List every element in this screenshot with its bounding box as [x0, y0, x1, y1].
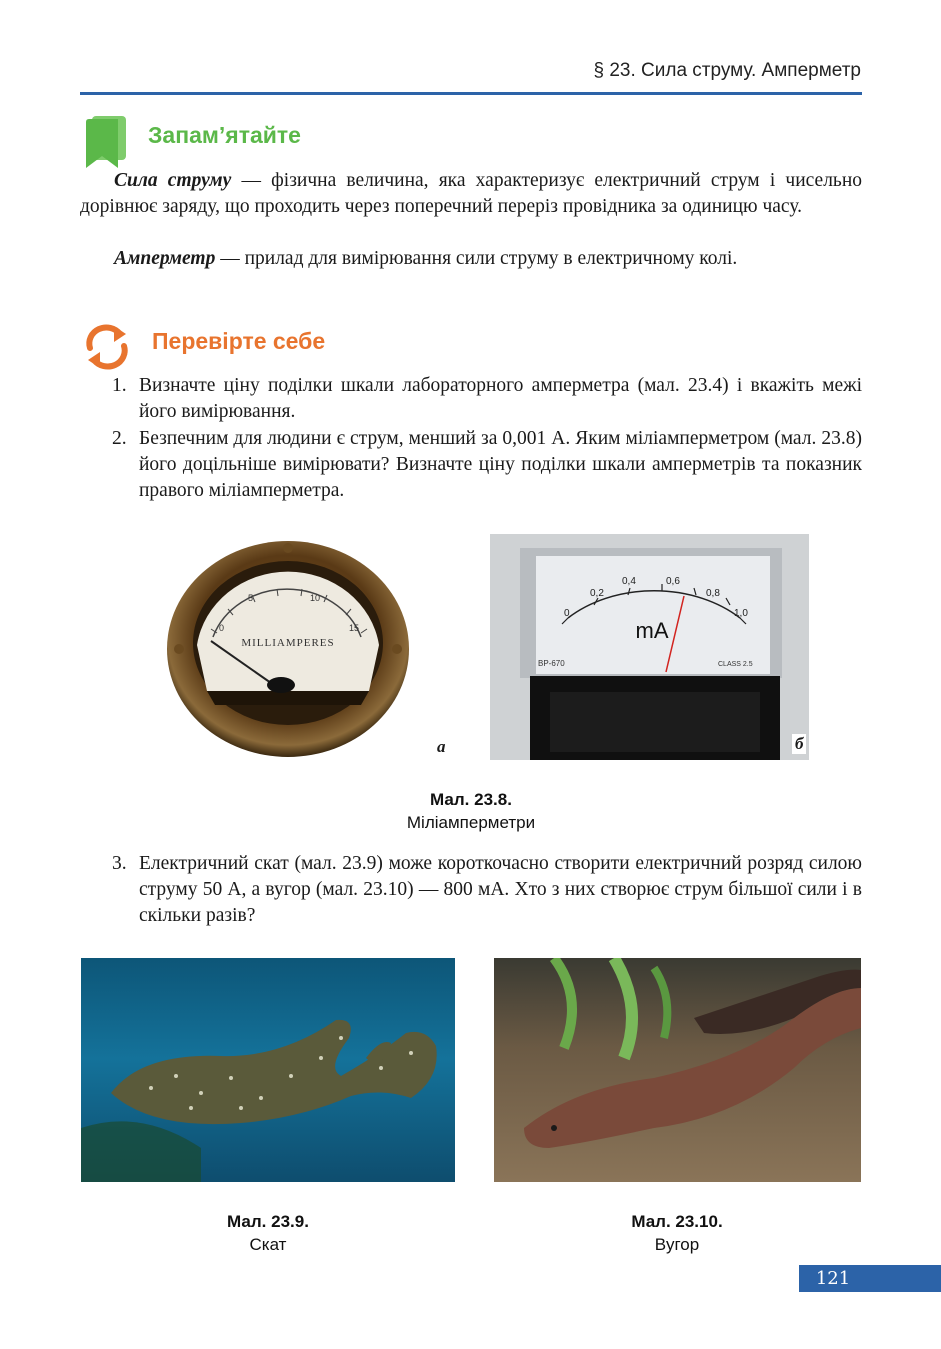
check-heading: Перевірте себе [152, 328, 326, 354]
remember-heading: Запам’ятайте [148, 122, 301, 148]
question-number: 2. [112, 428, 127, 449]
milliammeter-photo-b [490, 534, 809, 760]
dial-b-tick: 0 [564, 608, 570, 619]
dial-b-model: BP-670 [538, 659, 565, 668]
milliammeter-dial-b [490, 534, 809, 760]
definition-ammeter-text: — прилад для вимірювання сили струму в електричному колі. [215, 248, 738, 269]
milliammeter-dial-a [121, 533, 455, 760]
electric-ray-photo [81, 958, 455, 1182]
running-header: § 23. Сила струму. Амперметр [593, 60, 861, 81]
dial-b-tick: 0,4 [622, 576, 636, 587]
bookmark-icon [84, 116, 128, 168]
dial-b-tick: 0,2 [590, 588, 604, 599]
term-current: Сила струму [114, 170, 232, 191]
figure-label-a: а [437, 737, 446, 756]
definition-current-text: — фізична величина, яка характеризує електричний струм і чисельно дорівнює заряду, що проходить через поперечний переріз провідника за одиницю часу. [80, 170, 863, 217]
refresh-cycle-icon [80, 322, 134, 372]
question-text: Визначте ціну поділки шкали лабораторного амперметра (мал. 23.4) і вкажіть межі його вимірювання. [139, 375, 862, 422]
dial-b-tick: 1,0 [734, 608, 748, 619]
figure-number: Мал. 23.9. [227, 1212, 309, 1231]
dial-b-unit: mA [635, 618, 669, 643]
figure-title: Вугор [654, 1235, 700, 1254]
figure-caption [118, 1210, 418, 1256]
header-divider [80, 92, 862, 95]
definition-ammeter [80, 246, 862, 272]
dial-b-tick: 0,8 [706, 588, 720, 599]
figure-label-b: б [792, 734, 806, 754]
figure-number: Мал. 23.8. [430, 790, 512, 809]
dial-b-tick: 0,6 [666, 576, 680, 587]
figure-title: Скат [249, 1235, 287, 1254]
definition-current [80, 168, 862, 220]
figure-title: Міліамперметри [406, 813, 536, 832]
question-item [112, 851, 862, 929]
figure-caption [527, 1210, 827, 1256]
term-ammeter: Амперметр [114, 248, 216, 269]
dial-a-tick: 0 [219, 623, 225, 633]
electric-eel-photo [494, 958, 861, 1182]
dial-a-tick: 10 [310, 593, 321, 603]
dial-b-class: CLASS 2.5 [718, 661, 753, 668]
question-item [112, 373, 862, 425]
question-number: 1. [112, 375, 127, 396]
question-text: Безпечним для людини є струм, менший за 0,001 А. Яким міліамперметром (мал. 23.8) його доцільніше вимірювати? Визначте ціну поділки шкали амперметрів та показник правого міліамперметра. [139, 428, 862, 501]
milliammeter-photo-a [121, 533, 455, 760]
figure-number: Мал. 23.10. [631, 1212, 723, 1231]
question-number: 3. [112, 853, 127, 874]
question-item [112, 426, 862, 504]
figure-caption [271, 788, 671, 834]
dial-a-tick: 15 [349, 623, 360, 633]
dial-a-tick: 5 [248, 593, 254, 603]
dial-a-unit-label: MILLIAMPERES [241, 637, 335, 649]
electric-ray-illustration [81, 958, 455, 1182]
question-text: Електричний скат (мал. 23.9) може короткочасно створити електричний розряд силою струму 50 А, а вугор (мал. 23.10) — 800 мА. Хто з них створює струм більшої сили і в скільки разів? [139, 853, 862, 926]
electric-eel-illustration [494, 958, 861, 1182]
page-number: 121 [815, 1268, 851, 1289]
